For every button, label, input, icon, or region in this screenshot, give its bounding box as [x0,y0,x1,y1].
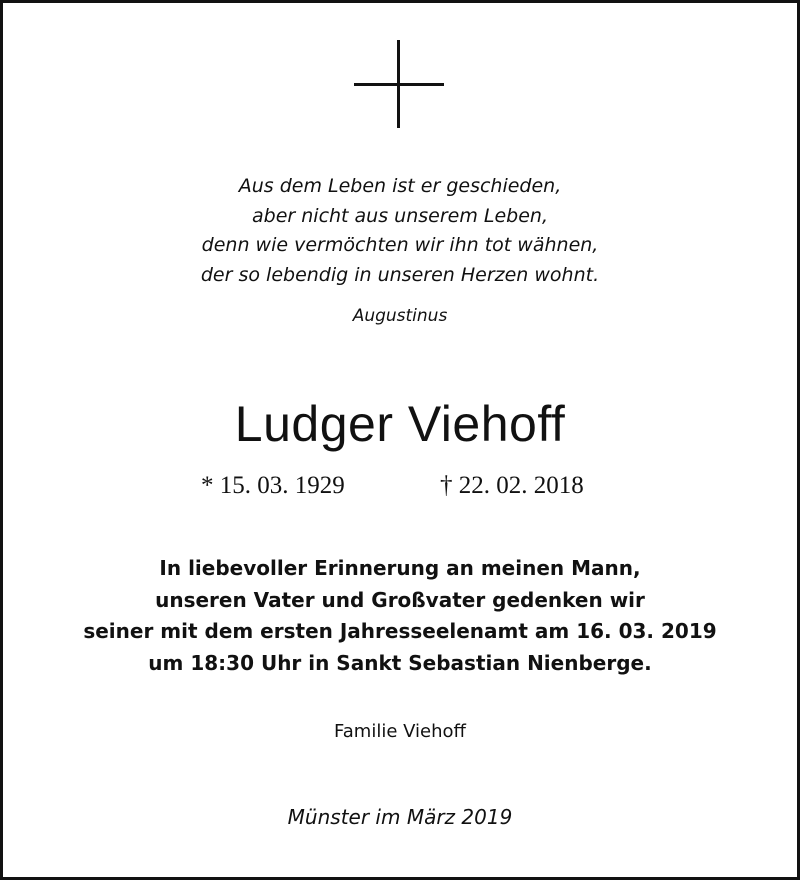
family-signature: Familie Viehoff [334,721,466,742]
message-line: seiner mit dem ersten Jahresseelenamt am 16. 03. 2019 [83,619,717,643]
deceased-name: Ludger Viehoff [234,396,566,452]
message-line: unseren Vater und Großvater gedenken wir [155,587,645,612]
birth-date: * 15. 03. 1929 [201,472,345,499]
memorial-quote [0,172,800,290]
message-line: In liebevoller Erinnerung an meinen Mann, [159,556,641,580]
place-and-date: Münster im März 2019 [287,805,513,829]
quote-line: der so lebendig in unseren Herzen wohnt. [200,263,600,286]
cross-icon [354,40,444,128]
quote-line: aber nicht aus unserem Leben, [252,204,548,227]
remembrance-message [0,553,800,679]
quote-line: Aus dem Leben ist er geschieden, [238,175,562,197]
quote-author: Augustinus [352,306,448,326]
quote-line: denn wie vermöchten wir ihn tot wähnen, [201,234,599,256]
death-date: † 22. 02. 2018 [440,472,584,499]
message-line: um 18:30 Uhr in Sankt Sebastian Nienberge. [148,650,652,675]
